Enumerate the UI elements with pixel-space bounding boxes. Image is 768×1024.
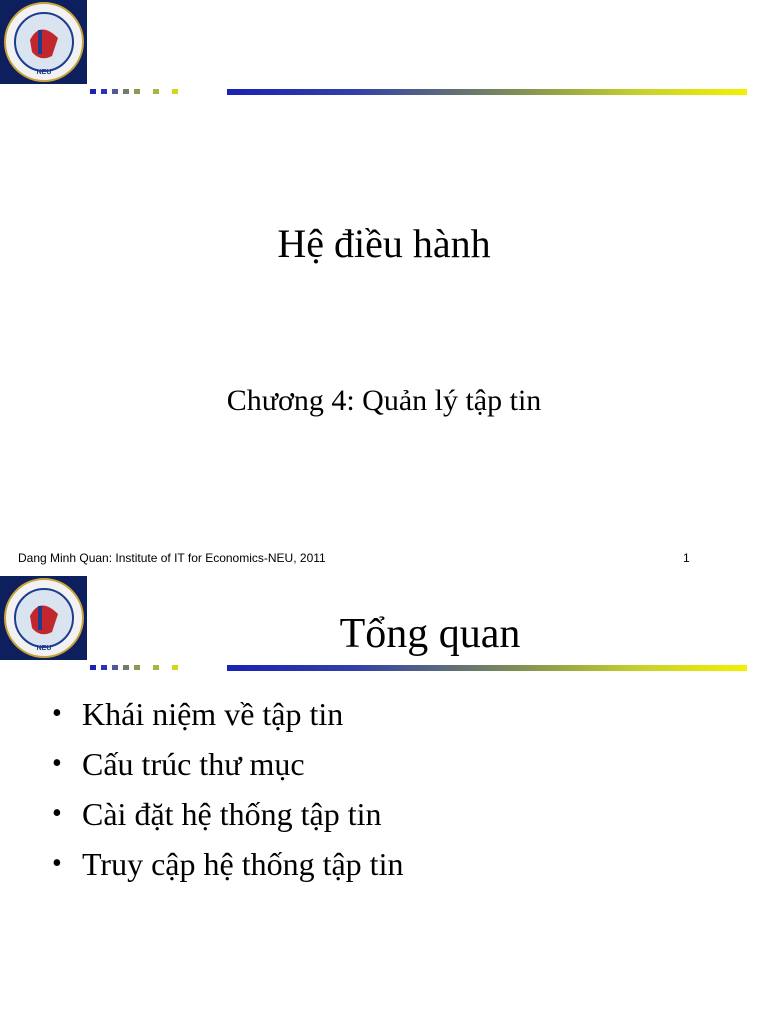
bullet-list bbox=[52, 689, 403, 889]
decorative-dots bbox=[90, 665, 183, 670]
bullet-icon: • bbox=[52, 748, 62, 779]
list-item bbox=[52, 789, 403, 839]
dot-1 bbox=[90, 89, 96, 94]
bullet-text: Cài đặt hệ thống tập tin bbox=[82, 796, 382, 832]
list-item bbox=[52, 739, 403, 789]
university-logo bbox=[0, 0, 87, 84]
dot-4 bbox=[123, 89, 129, 94]
dot-1 bbox=[90, 665, 96, 670]
slide-footer: Dang Minh Quan: Institute of IT for Economics-NEU, 2011 bbox=[18, 551, 326, 565]
dot-5 bbox=[134, 89, 140, 94]
dot-2 bbox=[101, 665, 107, 670]
decorative-dots bbox=[90, 89, 183, 94]
slide-title: Hệ điều hành bbox=[277, 221, 491, 266]
dot-2 bbox=[101, 89, 107, 94]
page-number: 1 bbox=[683, 551, 690, 565]
logo-sub-label: NEU bbox=[36, 645, 52, 652]
dot-7 bbox=[172, 89, 178, 94]
bullet-text: Khái niệm về tập tin bbox=[82, 696, 344, 732]
dot-4 bbox=[123, 665, 129, 670]
dot-3 bbox=[112, 89, 118, 94]
dot-6 bbox=[153, 665, 159, 670]
bullet-icon: • bbox=[52, 798, 62, 829]
bullet-icon: • bbox=[52, 848, 62, 879]
bullet-text: Truy cập hệ thống tập tin bbox=[82, 846, 404, 882]
list-item bbox=[52, 839, 403, 889]
header-gradient-bar bbox=[227, 665, 747, 671]
logo-sub-label: NEU bbox=[36, 69, 52, 76]
dot-5 bbox=[134, 665, 140, 670]
university-logo bbox=[0, 576, 87, 660]
bullet-text: Cấu trúc thư mục bbox=[82, 746, 305, 782]
dot-6 bbox=[153, 89, 159, 94]
slide-2 bbox=[0, 576, 768, 1024]
slide-subtitle: Chương 4: Quản lý tập tin bbox=[226, 384, 542, 417]
dot-3 bbox=[112, 665, 118, 670]
slide-title: Tổng quan bbox=[339, 611, 521, 657]
list-item bbox=[52, 689, 403, 739]
header-gradient-bar bbox=[227, 89, 747, 95]
bullet-icon: • bbox=[52, 698, 62, 729]
dot-7 bbox=[172, 665, 178, 670]
